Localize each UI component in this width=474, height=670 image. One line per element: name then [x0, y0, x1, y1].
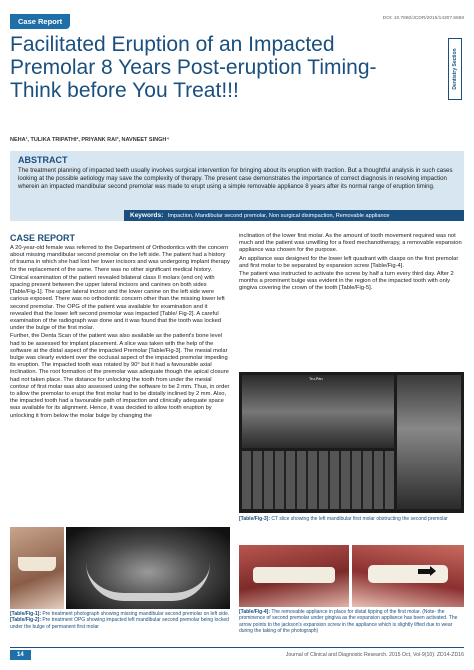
article-type-badge: Case Report — [10, 14, 70, 29]
caption-text: Pre treatment photograph showing missing mandibular second premolar on left side. — [42, 611, 230, 617]
figure-4-caption — [239, 609, 464, 634]
page-number: 14 — [10, 650, 31, 660]
doi-text[interactable]: DOI: 10.7860/JCDR/2015/14307.6658 — [382, 16, 464, 21]
paragraph: Further, the Denta Scan of the patient was also available as the patient's bone level had to be assessed for implant placement. A slice was taken with the help of the software at the distal aspect of the impacted Premolar [Table/Fig-3]. The mesial molar bulge was clearly evident over the occlusal aspect of the impacted premolar impeding its eruption. The impacted tooth was rotated by 90° but it had a favourable axial inclination. The root formation of the premolar was adequate though the apical closure had not taken place. The distance for unlocking the tooth from under the mesial contour of first molar was also assessed using the software to be 2 mm. Thus, in order to allow the premolar to erupt the first molar had to be distally inclined by 2 mm. Also, the impacted tooth had a favourable path of impaction and clinically adequate space was available for its alignment. Hence, it was decided to allow tooth eruption by unlocking it from below the molar bulge by changing the — [10, 333, 230, 419]
caption-ref: [Table/Fig-2]: — [10, 617, 42, 624]
abstract-text: The treatment planning of impacted teeth usually involves surgical intervention for bringing about its eruption with traction. But a thoughtful analysis in such cases looking at the possible aetiology may save the complexity of therapy. The present case demonstrates the importance of correct diagnosis in resolving impaction wherein an impacted mandibular second premolar was made to erupt using a simple removable appliance 8 years after its normal range of eruption timing. — [18, 167, 453, 191]
figure-2-opg-radiograph — [66, 527, 230, 609]
footer-divider — [10, 647, 464, 648]
case-report-heading: CASE REPORT — [10, 233, 76, 243]
figure-1-intraoral-photo — [10, 527, 64, 609]
caption-ref: [Table/Fig-3]: — [239, 516, 271, 522]
figure-4-photo-left — [239, 545, 349, 607]
teeth-shape — [368, 565, 448, 583]
panoramic-reconstruction-image — [242, 375, 394, 448]
teeth-shape — [18, 557, 56, 571]
tru-pan-label: Tru-Pan — [309, 377, 323, 381]
ct-slices-image — [242, 451, 394, 509]
paragraph: A 20-year-old female was referred to the Department of Orthodontics with the concern about missing mandibular second premolar on the left side. The patient had a history of trauma in which she had lost her lower incisors and was undergoing implant therapy for the replacement of the same. There was no other significant medical history. — [10, 245, 230, 273]
paragraph: inclination of the lower first molar. As the amount of tooth movement required was not much and the patient was unwilling for a fixed mechanotherapy, a removable expansion appliance was chosen for the purpose. — [239, 233, 462, 254]
section-tab-label: Dentistry Section — [452, 48, 458, 90]
journal-citation: Journal of Clinical and Diagnostic Research. 2015 Oct, Vol-9(10): ZD14-ZD16 — [285, 652, 464, 658]
figure-3-ct-scan — [239, 372, 464, 513]
teeth-shape — [253, 567, 335, 583]
keywords-bar — [124, 210, 464, 221]
section-tab — [448, 38, 462, 100]
caption-text: The removable appliance in place for distal tipping of the first molar. (Note- the prominence of second premolar under gingiva as the expansion appliance has been activated. The arrow points to the jackson's expansion screw in the appliance which is slightly lifted due to wear during the taking of the photograph) — [239, 609, 458, 634]
right-column — [239, 233, 463, 294]
author-list: NEHA¹, TULIKA TRIPATHI², PRIYANK RAI³, NAVNEET SINGH⁴ — [10, 137, 170, 143]
figure-1-2-caption — [10, 611, 230, 630]
abstract-heading: ABSTRACT — [18, 155, 68, 165]
paragraph: The patient was instructed to activate the screw by half a turn every third day. After 2 months a prominent bulge was evident in the region of the impacted tooth with only gingiva covering the crown of the tooth [Table/Fig-5]. — [239, 271, 454, 292]
paragraph: An appliance was designed for the lower left quadrant with clasps on the first premolar and first molar to be separated by expansion screw [Table/Fig-4]. — [239, 255, 459, 269]
figure-4-photo-right — [352, 545, 464, 607]
ct-cross-section-image — [397, 375, 461, 509]
keywords-label: Keywords: — [130, 212, 164, 219]
caption-text: CT slice showing the left mandibular first molar obstructing the second premolar — [271, 516, 448, 522]
caption-text: Pre treatment OPG showing impacted left mandibular second premolar being locked under the bulge of permanent first molar — [10, 617, 229, 630]
figure-3-caption — [239, 516, 464, 522]
keywords-text: Impaction, Mandibular second premolar, Non surgical disimpaction, Removable appliance — [167, 213, 390, 219]
caption-ref: [Table/Fig-1]: — [10, 611, 42, 617]
left-column — [10, 245, 230, 421]
paragraph: Clinical examination of the patient revealed bilateral class II molars (end on) with spacing present between the upper lateral incisors and canines on both sides [Table/Fig-1]. The upper lateral incisor and the lower canine on the left side were carious exposed. There was no orthodontic concern other than the missing lower left second premolar. The OPG of the patient was available for examination and it revealed that the lower left second premolar was impacted [Table/ Fig-2]. A careful examination of the radiograph was done and it was found that the tooth was locked under the bulge of the first molar. — [10, 274, 225, 332]
article-title: Facilitated Eruption of an Impacted Premolar 8 Years Post-eruption Timing- Think before You Treat!!! — [10, 33, 377, 102]
arrow-icon — [418, 569, 430, 574]
caption-line-2 — [10, 617, 230, 630]
caption-ref: [Table/Fig-4]: — [239, 609, 271, 615]
jaw-outline — [86, 563, 210, 601]
